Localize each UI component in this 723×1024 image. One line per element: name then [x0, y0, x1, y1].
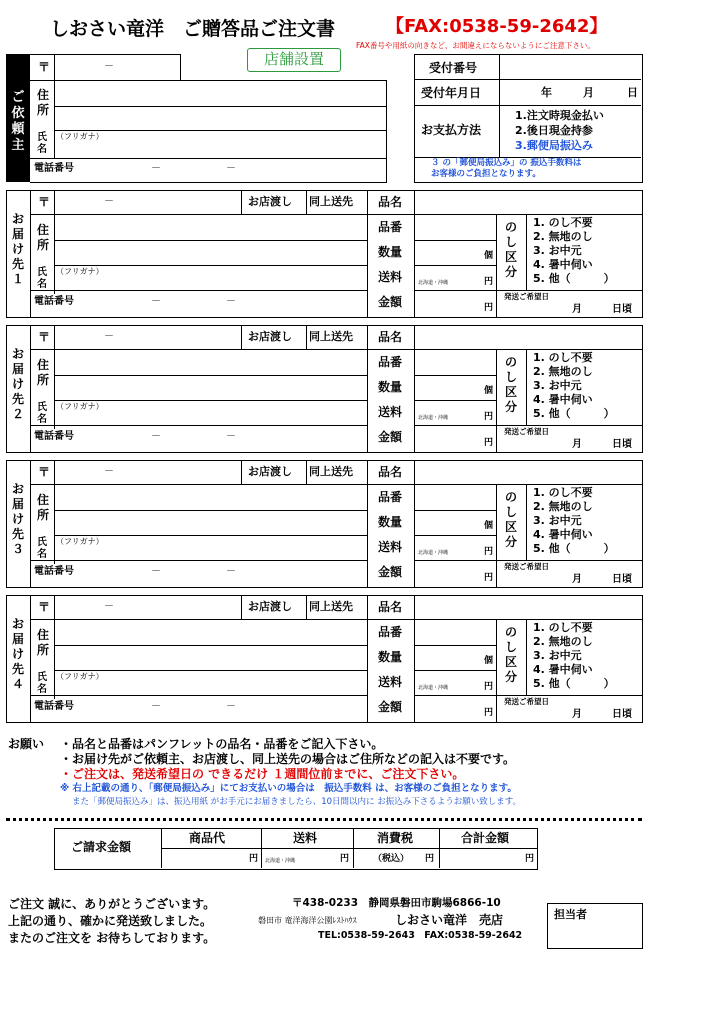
footer-address: 〒438-0233 静岡県磐田市駒場6866-10: [292, 897, 501, 909]
reception-date-label: 受付年月日: [421, 86, 482, 100]
billing-col-tax: 消費税: [377, 831, 414, 845]
footer-store-small: 磐田市 竜洋海洋公園ﾚｽﾄﾊｳｽ: [258, 916, 357, 925]
name-label: 氏名: [37, 672, 47, 695]
item-no-label: 品番: [378, 220, 403, 234]
noshi-option-3[interactable]: 3. お中元: [533, 379, 582, 392]
footer-thanks-1: ご注文 誠に、ありがとうございます。: [8, 897, 216, 911]
item-no-label: 品番: [378, 355, 403, 369]
requester-section: ご依頼主 〒 － 住所 氏名 （フリガナ） 電話番号 － －: [6, 54, 386, 182]
name-input[interactable]: [56, 413, 364, 424]
shipping-input[interactable]: [416, 267, 480, 279]
qty-input[interactable]: [416, 647, 480, 668]
noshi-option-3[interactable]: 3. お中元: [533, 514, 582, 527]
payment-option-2[interactable]: 2.後日現金持参: [515, 124, 593, 137]
requester-postal-input[interactable]: [66, 56, 176, 78]
address-label: 住所: [37, 493, 50, 522]
qty-input[interactable]: [416, 242, 480, 263]
furigana-label: （フリガナ）: [56, 672, 104, 681]
furigana-label: （フリガナ）: [56, 267, 104, 276]
phone-input[interactable]: [96, 292, 364, 316]
billing-label: ご請求金額: [71, 840, 132, 854]
item-no-input[interactable]: [416, 351, 494, 373]
desired-date-input[interactable]: [546, 572, 640, 586]
item-name-label: 品名: [378, 465, 403, 479]
amount-label: 金額: [378, 700, 403, 714]
footer-thanks-3: またのご注文を お待ちしております。: [8, 931, 216, 945]
shipping-input[interactable]: [416, 537, 480, 549]
address-input[interactable]: [56, 621, 364, 668]
postal-input[interactable]: [66, 462, 236, 482]
requester-address-input[interactable]: [56, 82, 384, 128]
destination-1: お届け先１ 〒 － お店渡し 同上送先 住所 氏名 （フリガナ） 電話番号 － － 品名 品番 数量 個 送料 北海道・沖縄 円 金額 円 のし区分 1. のし不要 2. 無地のし 3. お中元 4. 暑中伺い 5. 他（ ） 発送ご希望日 月 日頃: [6, 190, 644, 320]
requester-label-bar: [6, 54, 30, 182]
phone-label: 電話番号: [34, 701, 74, 712]
furigana-label: （フリガナ）: [56, 537, 104, 546]
postal-label: 〒: [38, 195, 51, 209]
phone-input[interactable]: [96, 427, 364, 451]
address-input[interactable]: [56, 216, 364, 263]
noshi-option-1[interactable]: 1. のし不要: [533, 621, 593, 634]
noshi-option-5[interactable]: 5. 他（ ）: [533, 407, 615, 420]
office-section: 受付番号 受付年月日 年 月 日 お支払方法 1.注文時現金払い 2.後日現金持参 3.郵便局振込み ３ の「郵便局振込み」の 振込手数料は お客様のご負担となります。: [414, 54, 643, 183]
same-as-option[interactable]: 同上送先: [309, 195, 353, 208]
requester-label: ご依頼主: [11, 90, 25, 153]
address-label: 住所: [37, 358, 50, 387]
postal-label: 〒: [38, 600, 51, 614]
destination-4: お届け先４ 〒 － お店渡し 同上送先 住所 氏名 （フリガナ） 電話番号 － － 品名 品番 数量 個 送料 北海道・沖縄 円 金額 円 のし区分 1. のし不要 2. 無地のし 3. お中元 4. 暑中伺い 5. 他（ ） 発送ご希望日 月 日頃: [6, 595, 644, 725]
desired-date-label: 発送ご希望日: [504, 427, 549, 436]
noshi-label: のし区分: [504, 625, 517, 684]
noshi-option-5[interactable]: 5. 他（ ）: [533, 542, 615, 555]
destination-3: お届け先３ 〒 － お店渡し 同上送先 住所 氏名 （フリガナ） 電話番号 － － 品名 品番 数量 個 送料 北海道・沖縄 円 金額 円 のし区分 1. のし不要 2. 無地のし 3. お中元 4. 暑中伺い 5. 他（ ） 発送ご希望日 月 日頃: [6, 460, 644, 590]
store-pickup-option[interactable]: お店渡し: [248, 330, 292, 343]
footer-thanks-2: 上記の通り、確かに発送致しました。: [8, 914, 213, 928]
noshi-option-1[interactable]: 1. のし不要: [533, 486, 593, 499]
noshi-label: のし区分: [504, 490, 517, 549]
noshi-label: のし区分: [504, 355, 517, 414]
payment-label: お支払方法: [421, 123, 482, 137]
shipping-input[interactable]: [416, 402, 480, 414]
destination-label: お届け先３: [11, 482, 24, 556]
phone-input[interactable]: [96, 562, 364, 586]
destination-2: お届け先２ 〒 － お店渡し 同上送先 住所 氏名 （フリガナ） 電話番号 － － 品名 品番 数量 個 送料 北海道・沖縄 円 金額 円 のし区分 1. のし不要 2. 無地のし 3. お中元 4. 暑中伺い 5. 他（ ） 発送ご希望日 月 日頃: [6, 325, 644, 455]
noshi-option-5[interactable]: 5. 他（ ）: [533, 272, 615, 285]
requester-postal-label: 〒: [38, 60, 51, 74]
shipping-label: 送料: [378, 270, 403, 284]
item-name-input[interactable]: [416, 597, 641, 617]
qty-label: 数量: [378, 515, 403, 529]
item-no-input[interactable]: [416, 486, 494, 508]
name-input[interactable]: [56, 548, 364, 559]
noshi-option-2[interactable]: 2. 無地のし: [533, 230, 593, 243]
noshi-option-3[interactable]: 3. お中元: [533, 649, 582, 662]
noshi-option-4[interactable]: 4. 暑中伺い: [533, 258, 593, 271]
item-no-label: 品番: [378, 490, 403, 504]
address-input[interactable]: [56, 486, 364, 533]
qty-input[interactable]: [416, 512, 480, 533]
item-name-label: 品名: [378, 600, 403, 614]
shipping-label: 送料: [378, 540, 403, 554]
note-line-4: ※ 右上記載の通り、「郵便局振込み」にてお支払いの場合は 振込手数料 は、お客様のご負担となります。: [60, 783, 517, 794]
footer-tel: TEL:0538-59-2643 FAX:0538-59-2642: [318, 930, 523, 941]
noshi-option-5[interactable]: 5. 他（ ）: [533, 677, 615, 690]
store-pickup-option[interactable]: お店渡し: [248, 600, 292, 613]
name-label: 氏名: [37, 402, 47, 425]
phone-label: 電話番号: [34, 296, 74, 307]
requester-phone-input[interactable]: [96, 160, 384, 180]
desired-date-label: 発送ご希望日: [504, 562, 549, 571]
phone-label: 電話番号: [34, 431, 74, 442]
noshi-option-4[interactable]: 4. 暑中伺い: [533, 393, 593, 406]
phone-label: 電話番号: [34, 566, 74, 577]
qty-label: 数量: [378, 245, 403, 259]
noshi-option-3[interactable]: 3. お中元: [533, 244, 582, 257]
note-line-2: ・お届け先がご依頼主、お店渡し、同上送先の場合はご住所などの記入は不要です。: [60, 752, 516, 766]
billing-col-total: 合計金額: [461, 831, 510, 845]
staff-label: 担当者: [554, 908, 587, 921]
footer-store-name: しおさい竜洋 売店: [395, 913, 504, 927]
store-pickup-option[interactable]: お店渡し: [248, 465, 292, 478]
qty-label: 数量: [378, 650, 403, 664]
shipping-label: 送料: [378, 405, 403, 419]
postal-label: 〒: [38, 465, 51, 479]
amount-input[interactable]: [416, 697, 480, 721]
store-badge-label: 店舗設置: [263, 50, 324, 68]
destination-label: お届け先４: [11, 617, 24, 691]
qty-label: 数量: [378, 380, 403, 394]
same-as-option[interactable]: 同上送先: [309, 465, 353, 478]
noshi-option-2[interactable]: 2. 無地のし: [533, 365, 593, 378]
amount-label: 金額: [378, 565, 403, 579]
address-label: 住所: [37, 223, 50, 252]
noshi-option-2[interactable]: 2. 無地のし: [533, 635, 593, 648]
requester-furigana: （フリガナ）: [56, 132, 104, 141]
page-title: しおさい竜洋 ご贈答品ご注文書: [50, 18, 336, 40]
noshi-option-4[interactable]: 4. 暑中伺い: [533, 663, 593, 676]
desired-date-input[interactable]: [546, 437, 640, 451]
qty-input[interactable]: [416, 377, 480, 398]
same-as-option[interactable]: 同上送先: [309, 600, 353, 613]
amount-label: 金額: [378, 295, 403, 309]
destination-label: お届け先１: [11, 212, 24, 286]
payment-option-1[interactable]: 1.注文時現金払い: [515, 109, 604, 122]
postal-input[interactable]: [66, 192, 236, 212]
amount-input[interactable]: [416, 562, 480, 586]
noshi-option-1[interactable]: 1. のし不要: [533, 216, 593, 229]
amount-input[interactable]: [416, 427, 480, 451]
furigana-label: （フリガナ）: [56, 402, 104, 411]
address-input[interactable]: [56, 351, 364, 398]
name-label: 氏名: [37, 537, 47, 560]
phone-input[interactable]: [96, 697, 364, 721]
notes-heading: お願い: [8, 737, 45, 751]
staff-box[interactable]: [547, 903, 643, 949]
dotted-divider: [6, 818, 642, 821]
name-label: 氏名: [37, 267, 47, 290]
reception-no-label: 受付番号: [429, 61, 478, 75]
payment-note-2: お客様のご負担となります。: [431, 169, 541, 179]
destination-label: お届け先２: [11, 347, 24, 421]
item-no-label: 品番: [378, 625, 403, 639]
item-name-label: 品名: [378, 330, 403, 344]
note-line-3: ・ご注文は、発送希望日の できるだけ １週間位前までに、ご注文下さい。: [60, 767, 465, 781]
requester-name-input[interactable]: [56, 142, 384, 157]
item-name-input[interactable]: [416, 462, 641, 482]
billing-col-goods: 商品代: [189, 831, 226, 845]
address-label: 住所: [37, 628, 50, 657]
shipping-label: 送料: [378, 675, 403, 689]
desired-date-input[interactable]: [546, 302, 640, 316]
amount-input[interactable]: [416, 292, 480, 316]
desired-date-label: 発送ご希望日: [504, 697, 549, 706]
name-input[interactable]: [56, 683, 364, 694]
item-name-input[interactable]: [416, 327, 641, 347]
postal-label: 〒: [38, 330, 51, 344]
same-as-option[interactable]: 同上送先: [309, 330, 353, 343]
item-name-input[interactable]: [416, 192, 641, 212]
requester-phone-label: 電話番号: [34, 163, 74, 174]
noshi-option-4[interactable]: 4. 暑中伺い: [533, 528, 593, 541]
item-no-input[interactable]: [416, 216, 494, 238]
store-pickup-option[interactable]: お店渡し: [248, 195, 292, 208]
noshi-option-2[interactable]: 2. 無地のし: [533, 500, 593, 513]
note-line-1: ・品名と品番はパンフレットの品名・品番をご記入下さい。: [60, 737, 384, 751]
fax-note: FAX番号や用紙の向きなど、お間違えにならないようにご注意下さい。: [356, 41, 595, 50]
note-line-5: また「郵便局振込み」は、振込用紙 がお手元にお届きましたら、10日間以内に お振込み下さるようお願い致します。: [72, 797, 522, 807]
desired-date-input[interactable]: [546, 707, 640, 721]
billing-table: ご請求金額 商品代 送料 消費税 合計金額 円 北海道・沖縄 円 （税込） 円 円: [54, 828, 538, 870]
requester-postal-dash: －: [104, 61, 114, 72]
requester-address-label: 住所: [37, 88, 50, 117]
name-input[interactable]: [56, 278, 364, 289]
item-name-label: 品名: [378, 195, 403, 209]
requester-name-label: 氏名: [37, 132, 47, 155]
postal-input[interactable]: [66, 327, 236, 347]
fax-number: 【FAX:0538-59-2642】: [386, 16, 608, 37]
noshi-option-1[interactable]: 1. のし不要: [533, 351, 593, 364]
amount-label: 金額: [378, 430, 403, 444]
payment-note-1: ３ の「郵便局振込み」の 振込手数料は: [431, 158, 582, 168]
billing-col-shipping: 送料: [293, 831, 318, 845]
item-no-input[interactable]: [416, 621, 494, 643]
noshi-label: のし区分: [504, 220, 517, 279]
postal-input[interactable]: [66, 597, 236, 617]
shipping-input[interactable]: [416, 672, 480, 684]
payment-option-3[interactable]: 3.郵便局振込み: [515, 139, 593, 152]
desired-date-label: 発送ご希望日: [504, 292, 549, 301]
